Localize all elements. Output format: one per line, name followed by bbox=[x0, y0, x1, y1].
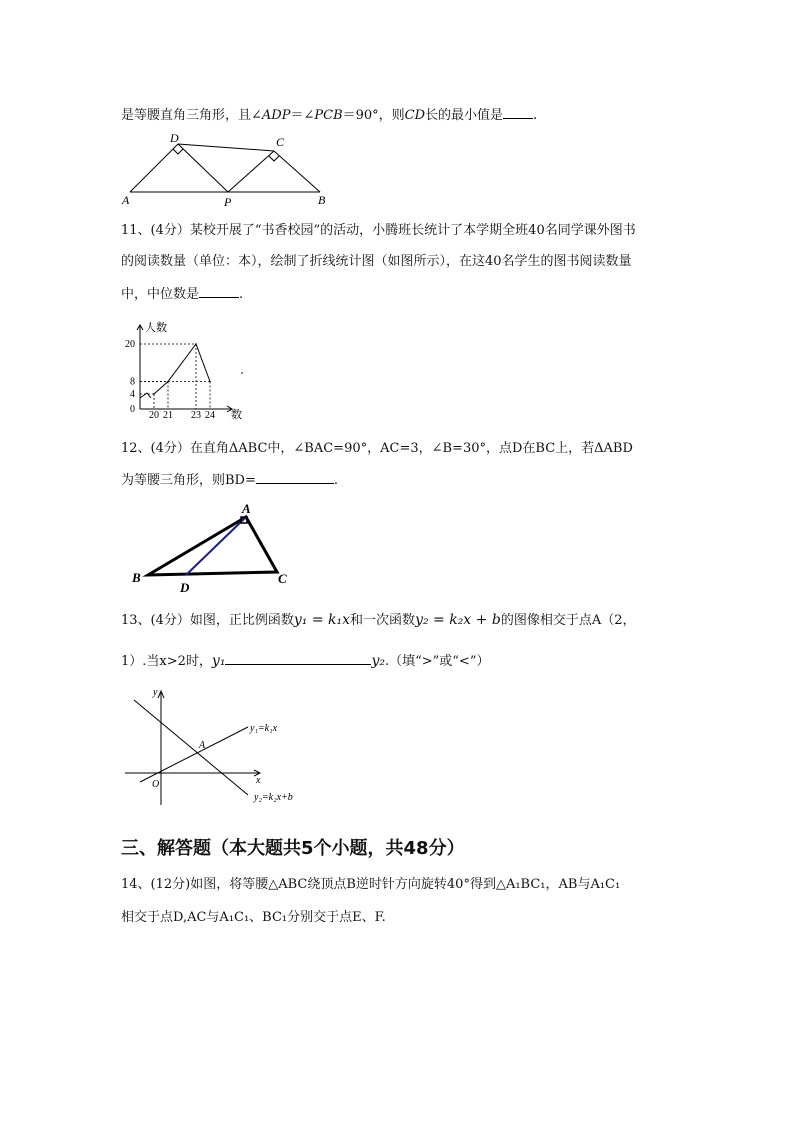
q13-function2: y₂ = k₂x + b bbox=[415, 612, 501, 628]
y-tick-8: 8 bbox=[130, 376, 135, 388]
line-y1 bbox=[140, 727, 248, 782]
x-tick-24: 24 bbox=[205, 410, 215, 421]
q12-answer-blank[interactable] bbox=[256, 483, 334, 484]
segment-dc bbox=[178, 144, 274, 151]
q13-answer-blank[interactable] bbox=[225, 664, 371, 665]
label-o: O bbox=[152, 779, 160, 790]
q10-end: . bbox=[533, 108, 538, 123]
x-tick-23: 23 bbox=[191, 410, 201, 421]
triangle-abc bbox=[148, 517, 277, 575]
label-y: y bbox=[153, 687, 158, 698]
label-x: x bbox=[256, 775, 261, 786]
q10-suffix: 长的最小值是 bbox=[425, 108, 504, 123]
q12-figure bbox=[130, 500, 300, 595]
q10-text bbox=[121, 104, 537, 123]
segment-pc bbox=[228, 151, 274, 192]
q10-value: ＝90°，则 bbox=[342, 108, 405, 123]
data-point-2 bbox=[195, 343, 197, 345]
data-point-3 bbox=[209, 381, 211, 383]
q10-figure bbox=[120, 132, 340, 207]
section-heading: 三、解答题（本大题共5个小题，共48分） bbox=[121, 838, 465, 859]
q14-line1: 14、(12分)如图，将等腰△ABC绕顶点B逆时针方向旋转40°得到△A₁BC₁，AB与A₁C₁ bbox=[121, 877, 621, 892]
label-y2-eq: y₂=k₂x+b bbox=[254, 792, 293, 803]
segment-dp bbox=[178, 144, 228, 192]
segment-ad bbox=[130, 144, 178, 192]
q11-answer-blank[interactable] bbox=[199, 297, 239, 298]
label-y1-eq: y₁=k₁x bbox=[250, 723, 278, 734]
q11-line3 bbox=[121, 283, 243, 302]
q13-y1: y₁ bbox=[211, 653, 226, 669]
x-tick-20: 20 bbox=[149, 410, 159, 421]
q12-line1: 12、(4分）在直角ΔABC中，∠BAC=90°，AC=3，∠B=30°，点D在BC上，若ΔABD bbox=[121, 441, 633, 456]
q13-y2: y₂ bbox=[371, 653, 385, 669]
q10-prefix: 是等腰直角三角形，且∠ bbox=[121, 108, 262, 123]
label-c: C bbox=[276, 135, 285, 149]
label-p: P bbox=[224, 195, 232, 209]
label-b: B bbox=[132, 570, 141, 585]
data-point-0 bbox=[153, 393, 155, 395]
label-b: B bbox=[318, 193, 326, 207]
right-angle-mark-c bbox=[269, 156, 279, 161]
q10-angle2: PCB bbox=[314, 108, 343, 123]
q13-line1-prefix: 13、(4分）如图，正比例函数 bbox=[121, 613, 294, 628]
label-c: C bbox=[278, 571, 287, 586]
q13-figure bbox=[120, 685, 320, 810]
label-d: D bbox=[170, 131, 179, 145]
q10-seg: CD bbox=[404, 108, 426, 123]
q11-line3-prefix: 中，中位数是 bbox=[121, 287, 200, 302]
q10-angle1: ADP bbox=[261, 108, 291, 123]
q14-line2: 相交于点D,AC与A₁C₁、BC₁分别交于点E、F. bbox=[121, 910, 386, 925]
q13-mid: 和一次函数 bbox=[350, 613, 416, 628]
q13-line2-prefix: 1）.当x>2时， bbox=[121, 654, 212, 669]
q11-line2: 的阅读数量（单位：本），绘制了折线统计图（如图所示），在这40名学生的图书阅读数量 bbox=[121, 254, 632, 269]
segment-cb bbox=[274, 151, 320, 192]
q13-line2 bbox=[121, 650, 489, 669]
q13-line2-suffix: .（填“>”或“<”） bbox=[384, 654, 490, 669]
q13-line1-suffix: 的图像相交于点A（2， bbox=[500, 613, 636, 628]
y-tick-4: 4 bbox=[130, 389, 135, 400]
right-angle-mark-d bbox=[173, 149, 183, 154]
label-a: A bbox=[199, 740, 206, 751]
y-tick-20: 20 bbox=[125, 339, 135, 350]
q13-line1 bbox=[121, 609, 635, 628]
x-tick-21: 21 bbox=[163, 410, 173, 421]
data-point-1 bbox=[167, 381, 169, 383]
series-line bbox=[154, 344, 210, 394]
q12-line2 bbox=[121, 469, 338, 488]
label-d: D bbox=[180, 580, 190, 595]
y-tick-0: 0 bbox=[130, 404, 135, 415]
q11-line1: 11、(4分）某校开展了“书香校园”的活动，小腾班长统计了本学期全班40名同学课外图书 bbox=[121, 223, 636, 238]
q10-answer-blank[interactable] bbox=[503, 118, 533, 119]
stray-dot bbox=[241, 372, 243, 374]
q11-line3-end: . bbox=[239, 287, 244, 302]
label-a: A bbox=[122, 193, 130, 207]
q10-eq: ＝∠ bbox=[290, 108, 315, 123]
chart-ylabel: 人数 bbox=[145, 322, 167, 334]
q11-line-chart bbox=[120, 320, 260, 420]
q12-line2-end: . bbox=[333, 473, 339, 488]
q12-line2-prefix: 为等腰三角形，则BD= bbox=[121, 473, 256, 488]
q13-function1: y₁ = k₁x bbox=[293, 612, 351, 628]
chart-xlabel: 数 bbox=[231, 409, 242, 421]
label-a: A bbox=[242, 501, 251, 516]
